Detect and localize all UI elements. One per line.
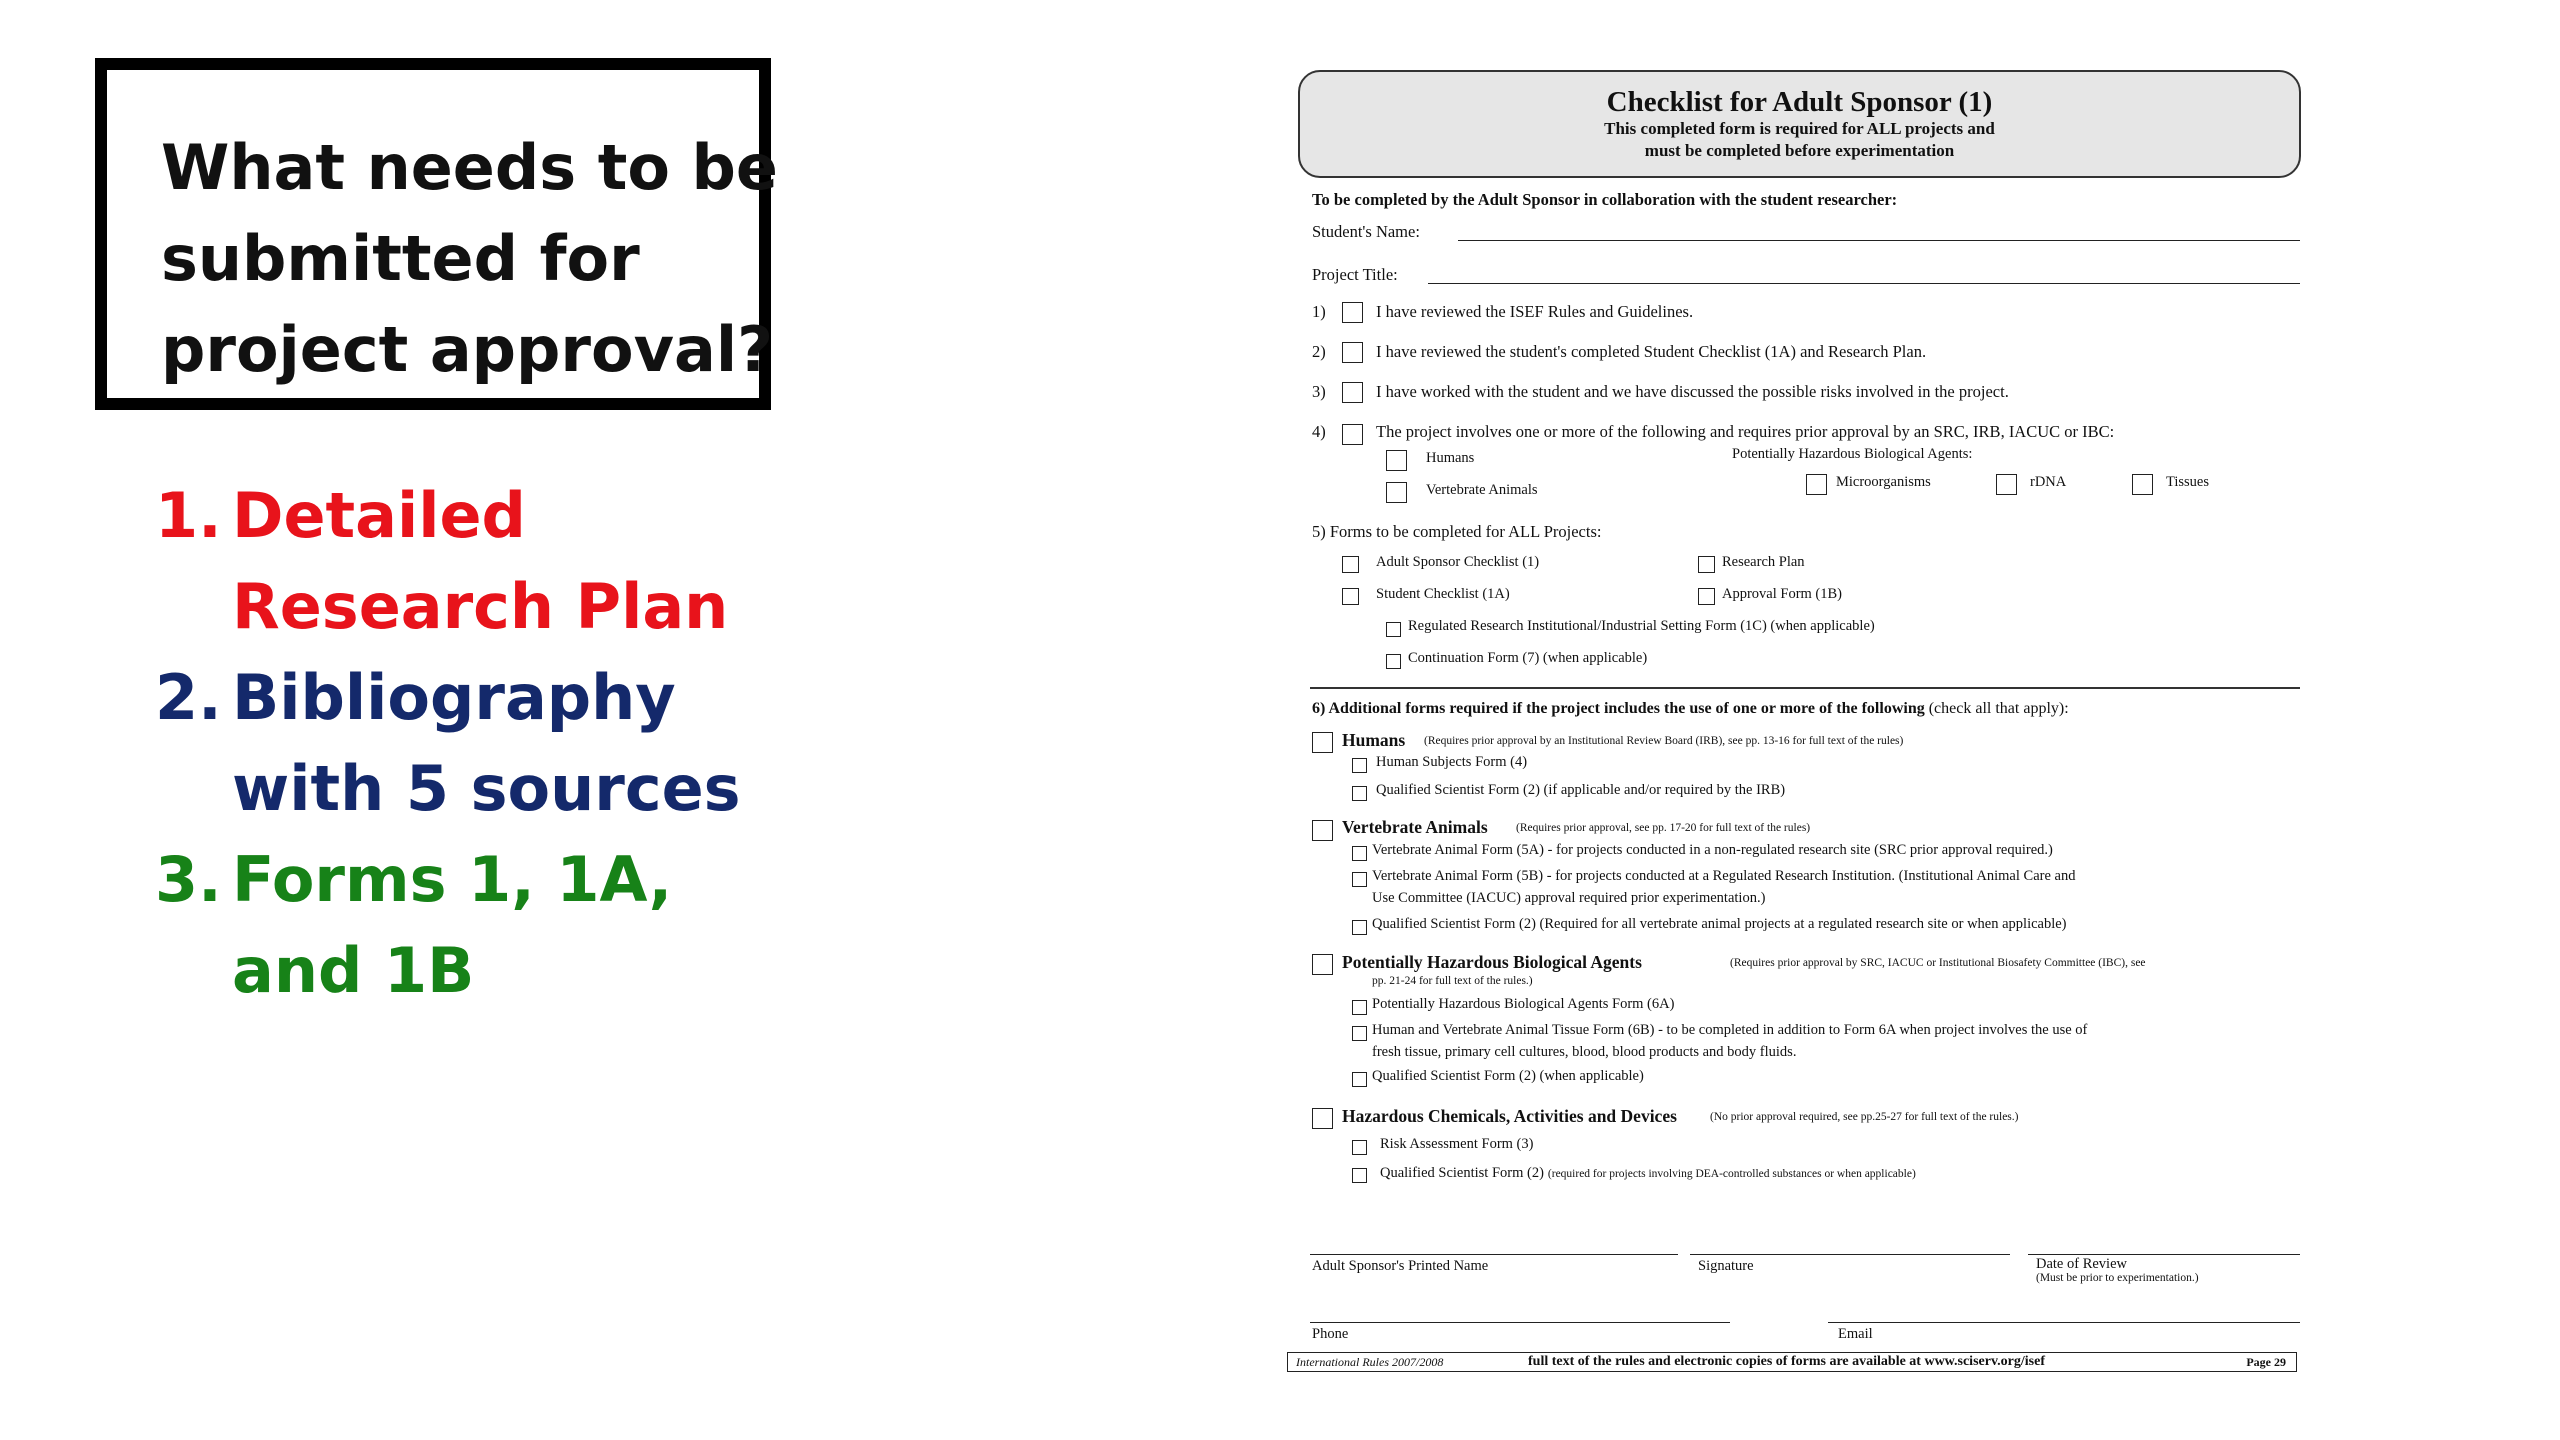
- phone-line[interactable]: [1310, 1322, 1730, 1323]
- checkbox-phba-form-6a[interactable]: [1352, 1000, 1367, 1015]
- footer-website-note: full text of the rules and electronic copies of forms are available at www.sciserv.org/isef: [1528, 1354, 2045, 1369]
- list-item-line: Research Plan: [232, 570, 729, 643]
- form-title: Checklist for Adult Sponsor (1): [1606, 86, 1993, 118]
- label-microorganisms: Microorganisms: [1836, 474, 1931, 490]
- form-intro: To be completed by the Adult Sponsor in collaboration with the student researcher:: [1312, 190, 1898, 209]
- question-line: project approval?: [161, 313, 774, 386]
- form-footer: [1287, 1352, 2297, 1372]
- item-discussed-risks: I have worked with the student and we have discussed the possible risks involved in the project.: [1376, 382, 2009, 401]
- checkbox-vertebrate-form-5b[interactable]: [1352, 872, 1367, 887]
- checkbox-hazardous-section[interactable]: [1312, 1108, 1333, 1129]
- student-name-field[interactable]: [1458, 240, 2300, 241]
- checkbox-approval-form[interactable]: [1698, 588, 1715, 605]
- label-vertebrate-form-5b-cont: Use Committee (IACUC) approval required prior experimentation.): [1372, 890, 1766, 906]
- list-item-line: Detailed: [232, 479, 526, 552]
- question-line: What needs to be: [161, 131, 778, 204]
- checkbox-phba-section[interactable]: [1312, 954, 1333, 975]
- label-tissues: Tissues: [2166, 474, 2209, 490]
- checkbox-microorganisms[interactable]: [1806, 474, 1827, 495]
- sponsor-name-line[interactable]: [1310, 1254, 1678, 1255]
- item-number: 2): [1312, 342, 1326, 361]
- humans-note: (Requires prior approval by an Institutional Review Board (IRB), see pp. 13-16 for full text of the rules): [1424, 735, 1904, 747]
- email-line[interactable]: [1828, 1322, 2300, 1323]
- checkbox-adult-sponsor-checklist[interactable]: [1342, 556, 1359, 573]
- list-item-line: and 1B: [232, 934, 475, 1007]
- label-vertebrate-form-5a: Vertebrate Animal Form (5A) - for projects conducted in a non-regulated research site (SRC prior approval required.): [1372, 842, 2053, 858]
- phba-note: (Requires prior approval by SRC, IACUC or Institutional Biosafety Committee (IBC), see: [1730, 957, 2146, 969]
- label-signature: Signature: [1698, 1258, 1754, 1274]
- checkbox-regulated-research[interactable]: [1386, 622, 1401, 637]
- label-vertebrate-form-5b: Vertebrate Animal Form (5B) - for projects conducted at a Regulated Research Institution. (Institutional Animal Care and: [1372, 868, 2076, 884]
- checkbox-tissue-form-6b[interactable]: [1352, 1026, 1367, 1041]
- label-tissue-form-6b: Human and Vertebrate Animal Tissue Form (6B) - to be completed in addition to Form 6A when project involves the use of: [1372, 1022, 2088, 1038]
- form-subtitle-line: must be completed before experimentation: [1644, 141, 1955, 160]
- label-phba-qualified-scientist: Qualified Scientist Form (2) (when applicable): [1372, 1068, 1644, 1084]
- label-date-of-review: Date of Review: [2036, 1256, 2127, 1272]
- label-approval-form: Approval Form (1B): [1722, 586, 1843, 602]
- additional-forms-heading: [1312, 700, 2069, 718]
- checkbox-continuation-form[interactable]: [1386, 654, 1401, 669]
- checkbox-tissues[interactable]: [2132, 474, 2153, 495]
- signature-line[interactable]: [1690, 1254, 2010, 1255]
- label-email: Email: [1838, 1326, 1873, 1342]
- label-human-subjects-form: Human Subjects Form (4): [1376, 754, 1528, 770]
- hazardous-title: Hazardous Chemicals, Activities and Devices: [1342, 1106, 1677, 1126]
- list-number: 3.: [155, 843, 222, 916]
- label-risk-assessment-form: Risk Assessment Form (3): [1380, 1136, 1534, 1152]
- label-phba-form-6a: Potentially Hazardous Biological Agents Form (6A): [1372, 996, 1675, 1012]
- label-humans: Humans: [1426, 450, 1475, 466]
- item-prior-approval: The project involves one or more of the following and requires prior approval by an SRC, IRB, IACUC or IBC:: [1376, 422, 2115, 441]
- label-adult-sponsor-checklist: Adult Sponsor Checklist (1): [1376, 554, 1540, 570]
- list-item-line: Forms 1, 1A,: [232, 843, 673, 916]
- list-number: 1.: [155, 479, 222, 552]
- checkbox-reviewed-student-checklist[interactable]: [1342, 342, 1363, 363]
- checkbox-phba-qualified-scientist[interactable]: [1352, 1072, 1367, 1087]
- form-subtitle-line: This completed form is required for ALL projects and: [1604, 119, 1995, 138]
- label-phba: Potentially Hazardous Biological Agents:: [1732, 446, 1973, 462]
- phba-title: Potentially Hazardous Biological Agents: [1342, 952, 1642, 972]
- label-humans-qualified-scientist: Qualified Scientist Form (2) (if applicable and/or required by the IRB): [1376, 782, 1786, 798]
- checkbox-vertebrate-form-5a[interactable]: [1352, 846, 1367, 861]
- checkbox-reviewed-rules[interactable]: [1342, 302, 1363, 323]
- forms-all-projects-heading: 5) Forms to be completed for ALL Projects:: [1312, 522, 1602, 541]
- checkbox-research-plan[interactable]: [1698, 556, 1715, 573]
- list-item-line: with 5 sources: [232, 752, 741, 825]
- checkbox-humans[interactable]: [1386, 450, 1407, 471]
- label-sponsor-printed-name: Adult Sponsor's Printed Name: [1312, 1258, 1489, 1274]
- list-item-forms: [155, 834, 741, 1016]
- section-divider: [1310, 687, 2300, 689]
- list-item-bibliography: [155, 652, 741, 834]
- checkbox-vertebrate-animals[interactable]: [1386, 482, 1407, 503]
- list-item-research-plan: [155, 470, 741, 652]
- checkbox-vertebrate-qualified-scientist[interactable]: [1352, 920, 1367, 935]
- additional-forms-heading-bold: 6) Additional forms required if the project includes the use of one or more of the following: [1312, 700, 1925, 717]
- label-vertebrate-animals: Vertebrate Animals: [1426, 482, 1538, 498]
- hazardous-qs-text: Qualified Scientist Form (2): [1380, 1165, 1544, 1181]
- label-student-checklist: Student Checklist (1A): [1376, 586, 1510, 602]
- label-regulated-research: Regulated Research Institutional/Industrial Setting Form (1C) (when applicable): [1408, 618, 1875, 634]
- checkbox-prior-approval[interactable]: [1342, 424, 1363, 445]
- question-text: [161, 122, 778, 395]
- checkbox-human-subjects-form[interactable]: [1352, 758, 1367, 773]
- item-number: 4): [1312, 422, 1326, 441]
- label-phone: Phone: [1312, 1326, 1349, 1342]
- checkbox-risk-assessment-form[interactable]: [1352, 1140, 1367, 1155]
- question-box: [95, 58, 778, 410]
- label-vertebrate-qualified-scientist: Qualified Scientist Form (2) (Required for all vertebrate animal projects at a regulated research site or when applicable): [1372, 916, 2067, 932]
- item-reviewed-student-checklist: I have reviewed the student's completed Student Checklist (1A) and Research Plan.: [1376, 342, 1927, 361]
- label-tissue-form-6b-cont: fresh tissue, primary cell cultures, blood, blood products and body fluids.: [1372, 1044, 1797, 1060]
- checkbox-rdna[interactable]: [1996, 474, 2017, 495]
- label-date-of-review-note: (Must be prior to experimentation.): [2036, 1272, 2199, 1284]
- hazardous-qs-note: (required for projects involving DEA-controlled substances or when applicable): [1547, 1168, 1916, 1180]
- checkbox-hazardous-qualified-scientist[interactable]: [1352, 1168, 1367, 1183]
- project-title-label: Project Title:: [1312, 265, 1398, 284]
- label-rdna: rDNA: [2030, 474, 2067, 490]
- phba-note-cont: pp. 21-24 for full text of the rules.): [1372, 975, 1533, 987]
- footer-rules-edition: International Rules 2007/2008: [1296, 1355, 1444, 1369]
- humans-title: Humans: [1342, 730, 1406, 750]
- checkbox-discussed-risks[interactable]: [1342, 382, 1363, 403]
- vertebrate-title: Vertebrate Animals: [1342, 817, 1488, 837]
- form-header: [1298, 70, 2301, 178]
- checkbox-vertebrate-section[interactable]: [1312, 820, 1333, 841]
- student-name-label: Student's Name:: [1312, 222, 1420, 241]
- list-number: 2.: [155, 661, 222, 734]
- additional-forms-heading-note: (check all that apply):: [1924, 700, 2069, 717]
- label-research-plan: Research Plan: [1722, 554, 1805, 570]
- checkbox-humans-section[interactable]: [1312, 732, 1333, 753]
- label-hazardous-qualified-scientist: [1380, 1164, 1916, 1182]
- footer-page-number: Page 29: [2246, 1355, 2286, 1369]
- label-continuation-form: Continuation Form (7) (when applicable): [1408, 650, 1648, 666]
- item-number: 3): [1312, 382, 1326, 401]
- checkbox-humans-qualified-scientist[interactable]: [1352, 786, 1367, 801]
- item-reviewed-rules: I have reviewed the ISEF Rules and Guidelines.: [1376, 302, 1694, 321]
- checkbox-student-checklist[interactable]: [1342, 588, 1359, 605]
- hazardous-note: (No prior approval required, see pp.25-27 for full text of the rules.): [1710, 1111, 2019, 1123]
- project-title-field[interactable]: [1428, 283, 2300, 284]
- requirements-list: [155, 470, 741, 1016]
- list-item-line: Bibliography: [232, 661, 676, 734]
- item-number: 1): [1312, 302, 1326, 321]
- adult-sponsor-checklist-form: [1280, 60, 2300, 1390]
- vertebrate-note: (Requires prior approval, see pp. 17-20 for full text of the rules): [1516, 822, 1811, 834]
- question-line: submitted for: [161, 222, 640, 295]
- date-of-review-line[interactable]: [2028, 1254, 2300, 1255]
